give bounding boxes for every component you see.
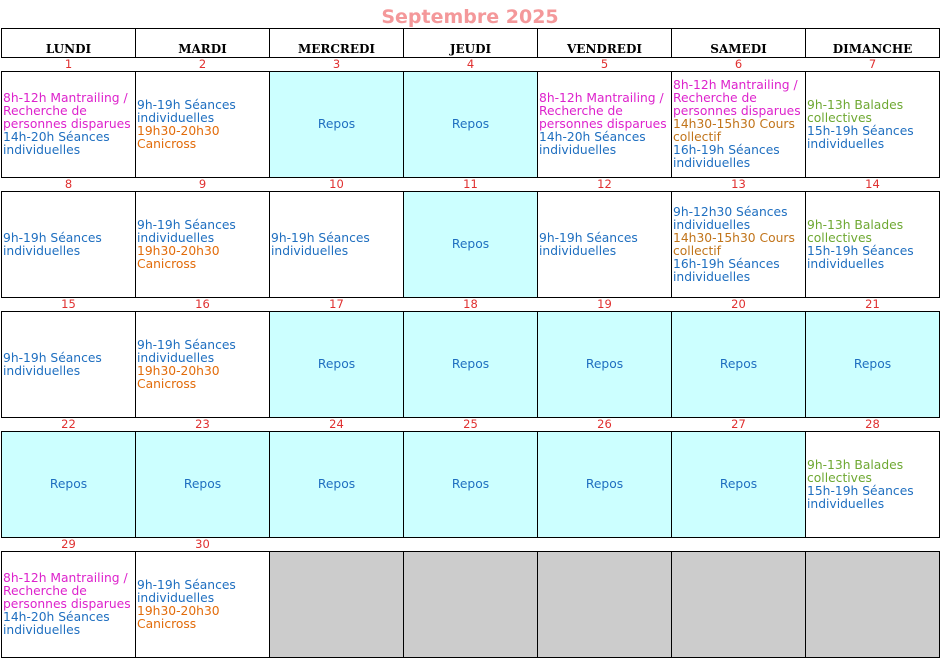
rest-label: Repos xyxy=(719,357,758,371)
empty-day-cell xyxy=(538,552,672,658)
day-cell xyxy=(136,552,270,658)
day-number xyxy=(806,538,940,552)
week-row xyxy=(2,432,940,538)
day-number: 5 xyxy=(600,57,609,71)
rest-day-cell xyxy=(806,312,940,418)
rest-label: Repos xyxy=(183,477,222,491)
event-entry: 15h-19h Séances individuelles xyxy=(807,123,914,151)
event-entry: 14h30-15h30 Cours collectif xyxy=(673,230,795,258)
day-number: 15 xyxy=(61,297,76,311)
day-cell xyxy=(2,312,136,418)
event-entry: 14h-20h Séances individuelles xyxy=(3,130,110,157)
day-number: 12 xyxy=(597,177,612,191)
day-cell xyxy=(672,192,806,298)
event-entry: 9h-19h Séances individuelles xyxy=(137,97,236,125)
day-number: 3 xyxy=(332,57,341,71)
day-cell xyxy=(2,552,136,658)
rest-day-cell xyxy=(404,312,538,418)
day-number: 21 xyxy=(865,297,880,311)
day-number: 28 xyxy=(865,417,880,431)
event-entry: 16h-19h Séances individuelles xyxy=(673,143,780,170)
event-entry: 9h-19h Séances individuelles xyxy=(271,230,370,258)
event-entry: 14h30-15h30 Cours collectif xyxy=(673,117,795,144)
calendar-title: Septembre 2025 xyxy=(381,6,559,28)
week-row xyxy=(2,312,940,418)
rest-day-cell xyxy=(672,432,806,538)
rest-label: Repos xyxy=(49,477,88,491)
weekday-header-row xyxy=(2,29,940,58)
day-number: 24 xyxy=(329,417,344,431)
weekday-header: SAMEDI xyxy=(672,29,806,58)
day-number: 13 xyxy=(731,177,746,191)
event-entry: 9h-12h30 Séances individuelles xyxy=(673,204,788,232)
rest-label: Repos xyxy=(585,357,624,371)
day-number-row xyxy=(2,418,940,432)
event-entry: 9h-19h Séances individuelles xyxy=(539,230,638,258)
day-number: 17 xyxy=(329,297,344,311)
day-number: 4 xyxy=(466,57,475,71)
event-entry: 9h-13h Balades collectives xyxy=(807,97,904,125)
calendar-grid xyxy=(1,28,940,658)
day-number: 14 xyxy=(865,177,880,191)
day-number: 6 xyxy=(734,57,743,71)
rest-day-cell xyxy=(538,312,672,418)
week-row xyxy=(2,192,940,298)
rest-label: Repos xyxy=(719,477,758,491)
day-cell xyxy=(538,72,672,178)
event-entry: 9h-19h Séances individuelles xyxy=(137,217,236,245)
event-entry: 9h-13h Balades collectives xyxy=(807,457,904,485)
day-cell xyxy=(672,72,806,178)
rest-day-cell xyxy=(270,312,404,418)
day-cell xyxy=(806,432,940,538)
rest-label: Repos xyxy=(853,357,892,371)
day-cell xyxy=(136,192,270,298)
event-entry: 8h-12h Mantrailing / Recherche de personnes disparues xyxy=(539,91,667,131)
rest-label: Repos xyxy=(451,357,490,371)
day-number-row xyxy=(2,178,940,192)
rest-label: Repos xyxy=(317,477,356,491)
day-number: 19 xyxy=(597,297,612,311)
day-number: 22 xyxy=(61,417,76,431)
event-entry: 19h30-20h30 Canicross xyxy=(137,603,220,631)
rest-day-cell xyxy=(672,312,806,418)
empty-day-cell xyxy=(806,552,940,658)
day-cell xyxy=(2,72,136,178)
day-number: 16 xyxy=(195,297,210,311)
day-number: 9 xyxy=(198,177,207,191)
day-number: 20 xyxy=(731,297,746,311)
rest-day-cell xyxy=(538,432,672,538)
event-entry: 14h-20h Séances individuelles xyxy=(539,130,646,157)
day-number xyxy=(538,538,672,552)
rest-day-cell xyxy=(404,72,538,178)
day-number: 30 xyxy=(195,537,210,551)
event-entry: 9h-19h Séances individuelles xyxy=(137,337,236,365)
day-number: 1 xyxy=(64,57,73,71)
event-entry: 8h-12h Mantrailing / Recherche de personnes disparues xyxy=(3,91,131,131)
day-cell xyxy=(136,72,270,178)
event-entry: 9h-19h Séances individuelles xyxy=(137,577,236,605)
weekday-header: MERCREDI xyxy=(270,29,404,58)
rest-label: Repos xyxy=(451,237,490,251)
event-entry: 19h30-20h30 Canicross xyxy=(137,123,220,151)
day-cell xyxy=(136,312,270,418)
day-number: 27 xyxy=(731,417,746,431)
day-number: 23 xyxy=(195,417,210,431)
event-entry: 19h30-20h30 Canicross xyxy=(137,363,220,391)
day-number: 11 xyxy=(463,177,478,191)
day-number: 7 xyxy=(868,57,877,71)
day-number-row xyxy=(2,298,940,312)
day-number xyxy=(404,538,538,552)
day-number xyxy=(270,538,404,552)
day-cell xyxy=(538,192,672,298)
event-entry: 15h-19h Séances individuelles xyxy=(807,483,914,511)
event-entry: 8h-12h Mantrailing / Recherche de personnes disparues xyxy=(3,571,131,611)
event-entry: 19h30-20h30 Canicross xyxy=(137,243,220,271)
rest-label: Repos xyxy=(585,477,624,491)
event-entry: 15h-19h Séances individuelles xyxy=(807,243,914,271)
event-entry: 9h-19h Séances individuelles xyxy=(3,230,102,258)
day-cell xyxy=(806,72,940,178)
empty-day-cell xyxy=(270,552,404,658)
day-cell xyxy=(806,192,940,298)
event-entry: 14h-20h Séances individuelles xyxy=(3,610,110,637)
day-number-row xyxy=(2,538,940,552)
day-number-row xyxy=(2,58,940,72)
event-entry: 8h-12h Mantrailing / Recherche de personnes disparues xyxy=(673,78,801,118)
event-entry: 16h-19h Séances individuelles xyxy=(673,256,780,284)
rest-day-cell xyxy=(270,72,404,178)
rest-label: Repos xyxy=(317,117,356,131)
day-number: 26 xyxy=(597,417,612,431)
weekday-header: MARDI xyxy=(136,29,270,58)
weekday-header: DIMANCHE xyxy=(806,29,940,58)
rest-day-cell xyxy=(404,192,538,298)
week-row xyxy=(2,552,940,658)
rest-label: Repos xyxy=(317,357,356,371)
rest-label: Repos xyxy=(451,477,490,491)
rest-day-cell xyxy=(136,432,270,538)
week-row xyxy=(2,72,940,178)
day-number: 29 xyxy=(61,537,76,551)
day-number: 10 xyxy=(329,177,344,191)
event-entry: 9h-13h Balades collectives xyxy=(807,217,904,245)
rest-day-cell xyxy=(270,432,404,538)
calendar-body xyxy=(2,58,940,658)
day-number: 18 xyxy=(463,297,478,311)
weekday-header: LUNDI xyxy=(2,29,136,58)
day-number xyxy=(672,538,806,552)
weekday-header: VENDREDI xyxy=(538,29,672,58)
day-number: 8 xyxy=(64,177,73,191)
event-entry: 9h-19h Séances individuelles xyxy=(3,350,102,378)
day-number: 2 xyxy=(198,57,207,71)
rest-label: Repos xyxy=(451,117,490,131)
empty-day-cell xyxy=(404,552,538,658)
day-cell xyxy=(270,192,404,298)
empty-day-cell xyxy=(672,552,806,658)
day-number: 25 xyxy=(463,417,478,431)
rest-day-cell xyxy=(404,432,538,538)
weekday-header: JEUDI xyxy=(404,29,538,58)
rest-day-cell xyxy=(2,432,136,538)
day-cell xyxy=(2,192,136,298)
